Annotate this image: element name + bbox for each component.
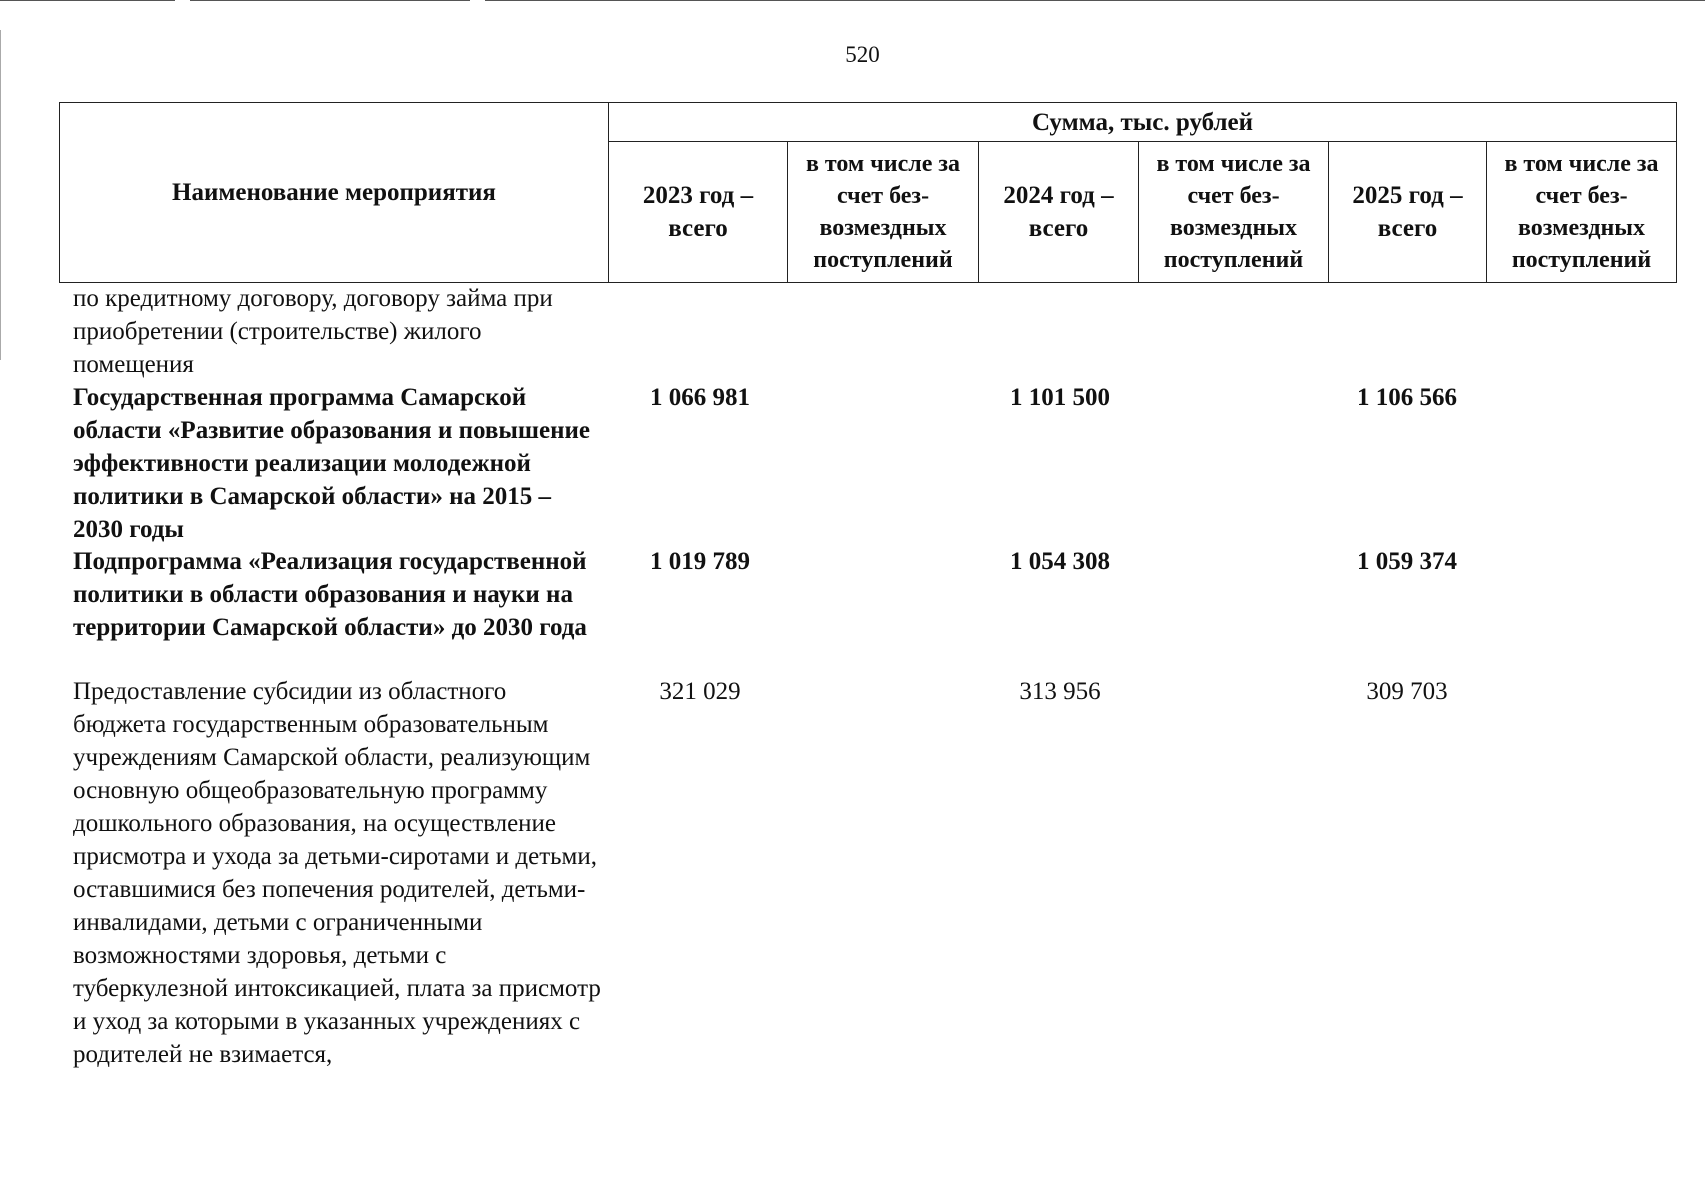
column-header-2023-free: в том числе за счет без-возмездных поступлений — [788, 142, 979, 283]
value-2024: 1 054 308 — [1010, 548, 1110, 575]
scan-edge-line — [915, 0, 1705, 1]
column-header-2024-total: 2024 год – всего — [979, 142, 1139, 283]
scan-edge-line — [0, 0, 175, 1]
row-name: Предоставление субсидии из областного бюджета государственным образовательным учреждениям Самарской области, реализующим основную общеобразовательную программу дошкольного образования, на осуществление присмотра и ухода за детьми-сиротами и детьми, оставшимися без попечения родителей, детьми-инвалидами, детьми с ограниченными возможностями здоровья, детьми с туберкулезной интоксикацией, плата за присмотр и уход за которыми в указанных учреждениях с родителей не взимается, — [73, 678, 601, 1068]
value-2025: 1 106 566 — [1357, 384, 1457, 411]
scan-edge-line — [190, 0, 470, 1]
column-header-2023-total: 2023 год – всего — [609, 142, 788, 283]
column-header-2025-total: 2025 год – всего — [1329, 142, 1487, 283]
value-2025: 1 059 374 — [1357, 548, 1457, 575]
value-2023: 1 066 981 — [650, 384, 750, 411]
column-header-name: Наименование мероприятия — [60, 103, 609, 283]
value-2024: 1 101 500 — [1010, 384, 1110, 411]
table-header — [59, 102, 1677, 283]
column-group-sum: Сумма, тыс. рублей — [609, 103, 1677, 142]
scan-edge-line — [0, 30, 1, 360]
value-2023: 321 029 — [659, 678, 741, 705]
row-name: Государственная программа Самарской области «Развитие образования и повышение эффективности реализации молодежной политики в Самарской области» на 2015 – 2030 годы — [73, 384, 591, 543]
column-header-2025-free: в том числе за счет без-возмездных поступлений — [1487, 142, 1677, 283]
column-header-2024-free: в том числе за счет без-возмездных поступлений — [1139, 142, 1329, 283]
value-2024: 313 956 — [1019, 678, 1101, 705]
page-number: 520 — [845, 42, 880, 67]
value-2025: 309 703 — [1366, 678, 1448, 705]
value-2023: 1 019 789 — [650, 548, 750, 575]
row-name: по кредитному договору, договору займа при приобретении (строительстве) жилого помещения — [73, 285, 553, 378]
row-name: Подпрограмма «Реализация государственной политики в области образования и науки на территории Самарской области» до 2030 года — [73, 548, 587, 641]
scan-edge-line — [485, 0, 915, 1]
